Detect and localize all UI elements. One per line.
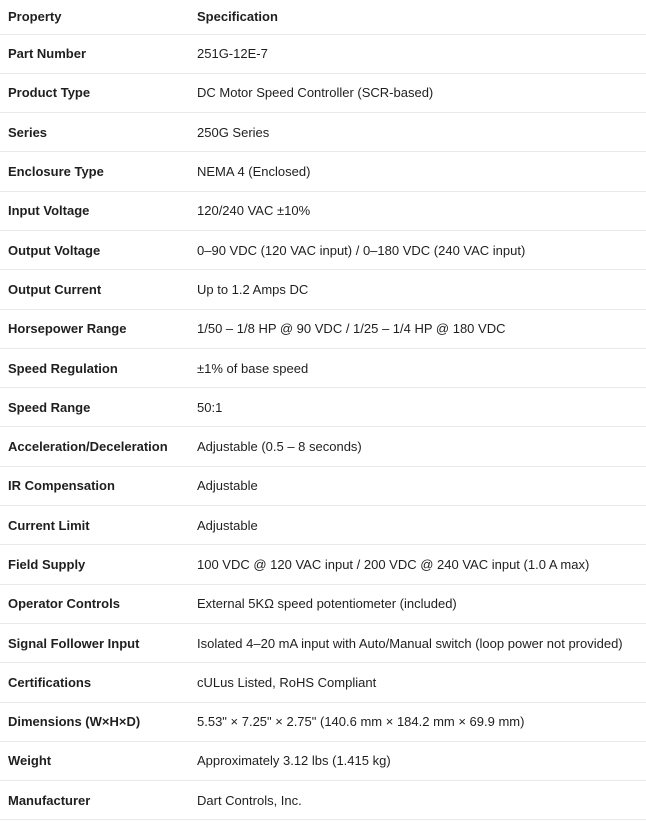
table-row [0, 624, 646, 663]
specification-cell: 250G Series [197, 124, 270, 140]
property-cell: Output Voltage [8, 242, 101, 258]
property-cell: Speed Regulation [8, 360, 118, 376]
table-row [0, 231, 646, 270]
header-property-label: Property [8, 9, 62, 25]
property-cell: Dimensions (W×H×D) [8, 714, 141, 730]
specification-cell: 1/50 – 1/8 HP @ 90 VDC / 1/25 – 1/4 HP @ 180 VDC [197, 321, 506, 337]
specification-cell: 100 VDC @ 120 VAC input / 200 VDC @ 240 VAC input (1.0 A max) [197, 557, 590, 572]
specification-cell: Dart Controls, Inc. [197, 792, 302, 808]
specification-cell: NEMA 4 (Enclosed) [197, 164, 311, 180]
table-row [0, 545, 646, 584]
table-row [0, 74, 646, 113]
table-row [0, 152, 646, 191]
property-cell: Manufacturer [8, 792, 91, 808]
table-row [0, 35, 646, 74]
property-cell: Series [8, 124, 48, 140]
table-row [0, 192, 646, 231]
table-header [0, 0, 646, 35]
property-cell: Certifications [8, 674, 92, 690]
specification-cell: cULus Listed, RoHS Compliant [197, 674, 377, 690]
table-row [0, 703, 646, 742]
property-cell: Speed Range [8, 399, 91, 415]
specification-cell: Adjustable [197, 478, 258, 494]
property-cell: Input Voltage [8, 203, 90, 219]
specification-cell: Isolated 4–20 mA input with Auto/Manual switch (loop power not provided) [197, 635, 623, 651]
property-cell: Operator Controls [8, 596, 120, 612]
property-cell: Current Limit [8, 517, 90, 533]
property-cell: Output Current [8, 281, 102, 297]
specification-cell: 5.53" × 7.25" × 2.75" (140.6 mm × 184.2 mm × 69.9 mm) [197, 714, 525, 730]
table-row [0, 310, 646, 349]
property-cell: Weight [8, 753, 52, 769]
table-row [0, 113, 646, 152]
property-cell: Acceleration/Deceleration [8, 439, 168, 455]
specification-cell: 251G-12E-7 [197, 46, 268, 62]
specification-cell: Adjustable (0.5 – 8 seconds) [197, 439, 362, 455]
specification-cell: Approximately 3.12 lbs (1.415 kg) [197, 753, 391, 769]
specification-cell: External 5KΩ speed potentiometer (included) [197, 596, 457, 612]
specification-cell: ±1% of base speed [197, 360, 309, 376]
table-row [0, 663, 646, 702]
specification-cell: 120/240 VAC ±10% [197, 203, 311, 219]
property-cell: Horsepower Range [8, 321, 127, 337]
table-row [0, 585, 646, 624]
table-row [0, 506, 646, 545]
property-cell: Signal Follower Input [8, 635, 140, 651]
header-specification-label: Specification [197, 9, 278, 25]
table-row [0, 467, 646, 506]
table-row [0, 349, 646, 388]
property-cell: IR Compensation [8, 478, 115, 494]
table-row [0, 427, 646, 466]
property-cell: Part Number [8, 46, 87, 62]
specification-cell: Adjustable [197, 517, 258, 533]
table-row [0, 270, 646, 309]
specification-cell: 50:1 [197, 399, 223, 415]
specification-cell: Up to 1.2 Amps DC [197, 281, 309, 297]
table-row [0, 742, 646, 781]
property-cell: Enclosure Type [8, 164, 104, 180]
specification-cell: DC Motor Speed Controller (SCR-based) [197, 85, 434, 101]
property-cell: Product Type [8, 85, 91, 101]
property-cell: Field Supply [8, 557, 86, 572]
table-row [0, 388, 646, 427]
specification-cell: 0–90 VDC (120 VAC input) / 0–180 VDC (240 VAC input) [197, 242, 526, 258]
table-row [0, 781, 646, 820]
